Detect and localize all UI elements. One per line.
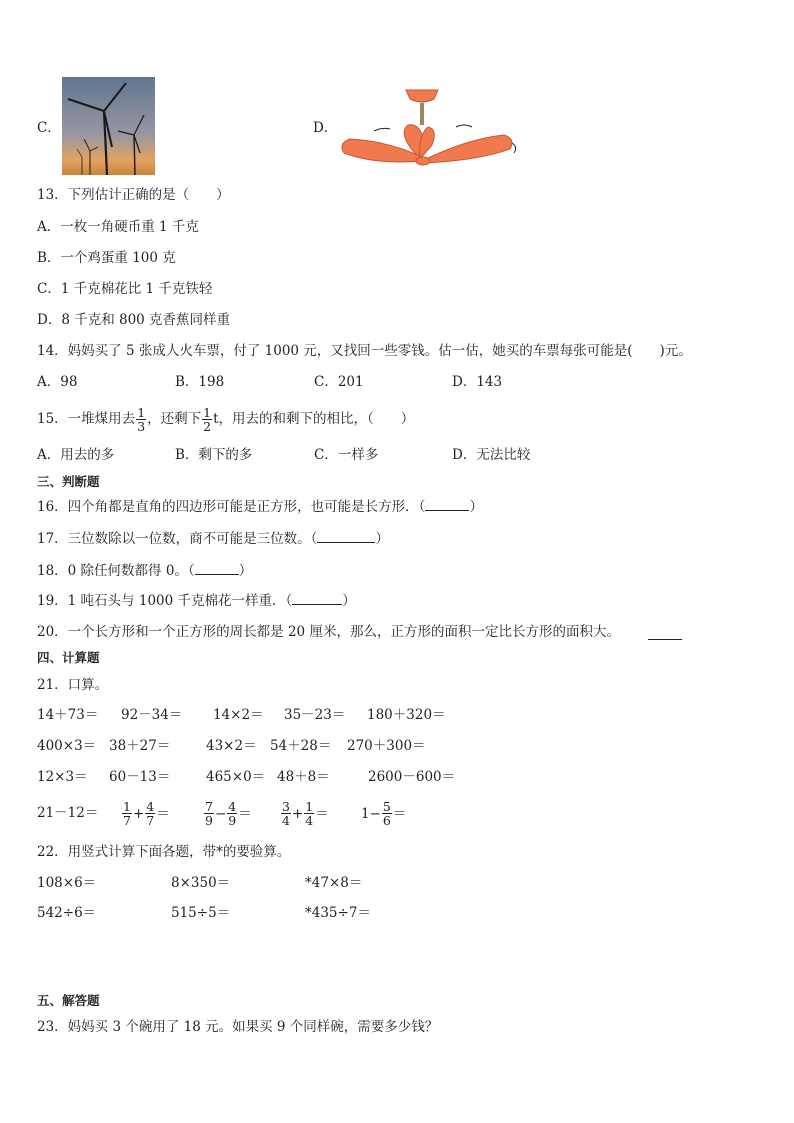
q14-option-a: A．98: [37, 374, 78, 390]
option-d-label: D．: [313, 120, 338, 136]
oral-item: 14×2＝: [213, 707, 264, 723]
vertical-calc-item: 542÷6＝: [37, 905, 97, 921]
oral-item: 43×2＝: [206, 738, 257, 754]
answer-blank[interactable]: [317, 542, 375, 543]
vertical-calc-item: *435÷7＝: [305, 905, 371, 921]
option-c-label: C．: [37, 120, 61, 136]
q13-stem: 13．下列估计正确的是（ ）: [37, 187, 230, 203]
answer-blank[interactable]: [425, 510, 469, 511]
oral-item: 35－23＝: [284, 707, 346, 723]
q13-option-c: C．1 千克棉花比 1 千克铁轻: [37, 281, 213, 297]
oral-item: 2600－600＝: [368, 769, 456, 785]
q14-option-c: C．201: [314, 374, 364, 390]
fraction-one-half: $\frac{1}{2}$: [203, 405, 212, 434]
section-5-heading: 五、解答题: [37, 993, 100, 1008]
q13-option-a: A．一枚一角硬币重 1 千克: [37, 219, 199, 235]
oral-item: 48＋8＝: [277, 769, 330, 785]
q15-option-d: D．无法比较: [452, 447, 531, 463]
q15-option-b: B．剩下的多: [175, 447, 253, 463]
oral-item: 400×3＝: [37, 738, 97, 754]
section-3-heading: 三、判断题: [37, 474, 100, 489]
answer-blank[interactable]: [648, 624, 682, 640]
fraction-expression: $\frac{1}{7}$ + $\frac{4}{7}$ ＝: [123, 799, 170, 828]
oral-item: 465×0＝: [206, 769, 266, 785]
wind-turbine-image: [62, 77, 155, 175]
q13-option-d: D．8 千克和 800 克香蕉同样重: [37, 312, 231, 328]
oral-item: 270＋300＝: [347, 738, 426, 754]
q15-option-a: A．用去的多: [37, 447, 115, 463]
oral-item: 54＋28＝: [270, 738, 332, 754]
answer-blank[interactable]: [292, 604, 342, 605]
vertical-calc-item: 8×350＝: [171, 875, 231, 891]
q14-option-b: B．198: [175, 374, 225, 390]
vertical-calc-item: 515÷5＝: [171, 905, 231, 921]
q23-stem: 23．妈妈买 3 个碗用了 18 元。如果买 9 个同样碗，需要多少钱？: [37, 1019, 439, 1035]
oral-item: 12×3＝: [37, 769, 88, 785]
fraction-expression: 1− $\frac{5}{6}$ ＝: [361, 799, 407, 828]
ceiling-fan-image: [336, 85, 522, 171]
oral-item: 60－13＝: [109, 769, 171, 785]
section-4-heading: 四、计算题: [37, 650, 100, 665]
q22-stem: 22．用竖式计算下面各题，带*的要验算。: [37, 844, 291, 860]
q13-option-b: B．一个鸡蛋重 100 克: [37, 250, 176, 266]
oral-item: 92－34＝: [121, 707, 183, 723]
fraction-expression: $\frac{7}{9}$ − $\frac{4}{9}$ ＝: [205, 799, 252, 828]
q15-option-c: C．一样多: [314, 447, 379, 463]
oral-item: 14＋73＝: [37, 707, 99, 723]
fraction-one-third: $\frac{1}{3}$: [137, 405, 146, 434]
vertical-calc-item: 108×6＝: [37, 875, 97, 891]
oral-item: 38＋27＝: [109, 738, 171, 754]
q19: 19．1 吨石头与 1000 千克棉花一样重．（ ）: [37, 593, 356, 609]
oral-item: 180＋320＝: [367, 707, 446, 723]
q15-stem: 15．一堆煤用去 $\frac{1}{3}$ ，还剩下 $\frac{1}{2}$ t，用去的和剩下的相比，（ ）: [37, 405, 415, 434]
fraction-expression: $\frac{3}{4}$ + $\frac{1}{4}$ ＝: [282, 799, 329, 828]
q18: 18．0 除任何数都得 0。（ ）: [37, 563, 253, 579]
q17: 17．三位数除以一位数，商不可能是三位数。（ ）: [37, 531, 389, 547]
q16: 16．四个角都是直角的四边形可能是正方形，也可能是长方形．（ ）: [37, 499, 483, 515]
q21-stem: 21．口算。: [37, 677, 109, 693]
vertical-calc-item: *47×8＝: [305, 875, 363, 891]
q14-stem: 14．妈妈买了 5 张成人火车票，付了 1000 元，又找回一些零钱。估一估，她买的车票每张可能是( )元。: [37, 343, 692, 359]
q20: 20．一个长方形和一个正方形的周长都是 20 厘米，那么，正方形的面积一定比长方形的面积大。: [37, 624, 620, 640]
oral-item: 21－12＝: [37, 805, 99, 821]
answer-blank[interactable]: [195, 574, 239, 575]
q14-option-d: D．143: [452, 374, 503, 390]
